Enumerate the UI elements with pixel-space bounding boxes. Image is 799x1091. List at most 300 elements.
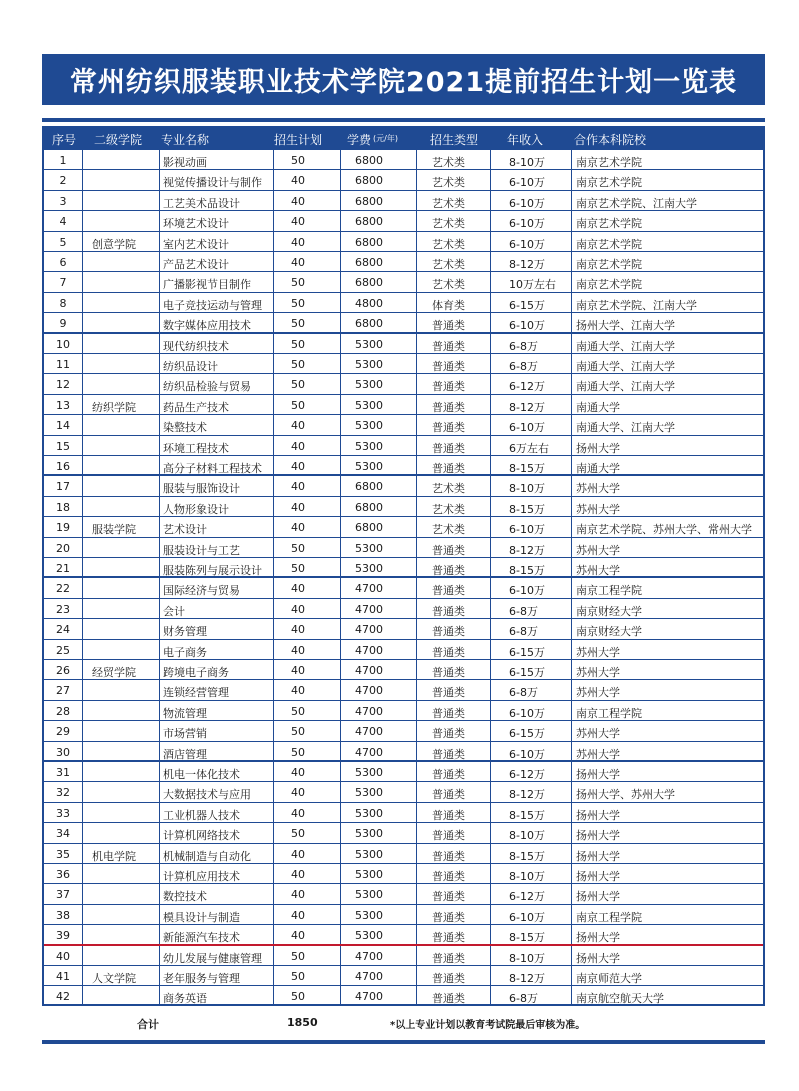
partner-university: 扬州大学 <box>576 931 620 945</box>
partner-university: 苏州大学 <box>576 645 620 659</box>
enrollment-type: 艺术类 <box>432 502 465 516</box>
row-index: 39 <box>56 929 70 943</box>
row-index: 31 <box>56 766 70 779</box>
major-name: 会计 <box>163 604 185 618</box>
partner-university: 南京艺术学院 <box>576 156 642 169</box>
enrollment-type: 艺术类 <box>432 176 465 190</box>
partner-university: 扬州大学、苏州大学 <box>576 788 675 802</box>
major-name: 服装陈列与展示设计 <box>163 564 262 577</box>
major-name: 环境艺术设计 <box>163 217 229 231</box>
partner-university: 苏州大学 <box>576 686 620 700</box>
tuition-fee: 5300 <box>355 419 383 433</box>
plan-count: 50 <box>291 378 305 392</box>
major-name: 现代纺织技术 <box>163 339 229 353</box>
table-row <box>44 272 763 292</box>
row-index: 26 <box>56 664 70 677</box>
annual-income: 8-12万 <box>509 543 545 557</box>
plan-count: 50 <box>291 358 305 371</box>
enrollment-type: 艺术类 <box>432 523 465 537</box>
partner-university: 南通大学、江南大学 <box>576 360 675 373</box>
annual-income: 6-10万 <box>509 176 545 190</box>
table-row <box>44 517 763 537</box>
row-index: 16 <box>56 460 70 473</box>
major-name: 酒店管理 <box>163 747 207 761</box>
partner-university: 南京财经大学 <box>576 604 642 618</box>
bottom-divider <box>42 1040 765 1044</box>
enrollment-type: 艺术类 <box>432 217 465 231</box>
partner-university: 南京财经大学 <box>576 625 642 639</box>
row-index: 19 <box>56 521 70 535</box>
row-index: 35 <box>56 847 70 861</box>
table-row <box>44 884 763 904</box>
row-index: 4 <box>59 215 67 229</box>
plan-count: 50 <box>291 276 305 290</box>
table-row <box>44 313 763 333</box>
annual-income: 6-10万 <box>509 747 545 761</box>
major-name: 跨境电子商务 <box>163 666 229 679</box>
tuition-fee: 4700 <box>355 704 383 718</box>
table-row <box>44 476 763 496</box>
plan-count: 40 <box>291 806 305 820</box>
major-name: 环境工程技术 <box>163 441 229 455</box>
major-name: 市场营销 <box>163 727 207 741</box>
partner-university: 南通大学、江南大学 <box>576 339 675 353</box>
row-index: 36 <box>56 868 70 881</box>
plan-count: 40 <box>291 235 305 249</box>
annual-income: 6-10万 <box>509 319 545 333</box>
annual-income: 6-10万 <box>509 706 545 720</box>
plan-count: 50 <box>291 398 305 412</box>
header-plan: 招生计划 <box>274 133 323 147</box>
row-index: 37 <box>56 888 70 902</box>
plan-count: 40 <box>291 439 305 453</box>
plan-count: 40 <box>291 684 305 698</box>
major-name: 艺术设计 <box>163 523 207 537</box>
plan-count: 50 <box>291 827 305 841</box>
college-label: 机电学院 <box>92 849 136 863</box>
enrollment-type: 普通类 <box>432 829 465 843</box>
enrollment-type: 普通类 <box>432 808 465 822</box>
table-row <box>44 415 763 435</box>
tuition-fee: 4700 <box>355 623 383 637</box>
plan-count: 50 <box>291 296 305 310</box>
plan-count: 50 <box>291 541 305 555</box>
plan-count: 40 <box>291 766 305 779</box>
table-row <box>44 354 763 374</box>
enrollment-type: 普通类 <box>432 910 465 924</box>
table-row <box>44 619 763 639</box>
major-name: 物流管理 <box>163 706 207 720</box>
annual-income: 6-8万 <box>509 992 538 1006</box>
table-row <box>44 844 763 864</box>
tuition-fee: 6800 <box>355 174 383 188</box>
row-index: 30 <box>56 745 70 759</box>
enrollment-type: 普通类 <box>432 931 465 945</box>
enrollment-type: 体育类 <box>432 298 465 312</box>
table-row <box>44 721 763 741</box>
table-row <box>44 211 763 231</box>
tuition-fee: 5300 <box>355 398 383 412</box>
college-label: 经贸学院 <box>92 666 136 679</box>
tuition-fee: 5300 <box>355 827 383 841</box>
total-row <box>42 1014 765 1034</box>
annual-income: 8-10万 <box>509 829 545 843</box>
table-row <box>44 680 763 700</box>
table-row <box>44 436 763 456</box>
partner-university: 扬州大学、江南大学 <box>576 319 675 333</box>
top-divider <box>42 118 765 122</box>
partner-university: 扬州大学 <box>576 829 620 843</box>
partner-university: 苏州大学 <box>576 747 620 761</box>
header-fee-label: 学费 <box>347 133 372 147</box>
tuition-fee: 6800 <box>355 276 383 290</box>
plan-count: 50 <box>291 990 305 1004</box>
plan-count: 50 <box>291 562 305 575</box>
header-fee <box>347 131 398 148</box>
enrollment-type: 普通类 <box>432 421 465 435</box>
enrollment-type: 普通类 <box>432 727 465 741</box>
partner-university: 南京艺术学院 <box>576 258 642 271</box>
table-row <box>44 558 763 578</box>
table-row <box>44 599 763 619</box>
header-partner: 合作本科院校 <box>574 133 647 147</box>
tuition-fee: 5300 <box>355 929 383 943</box>
row-index: 21 <box>56 562 70 575</box>
plan-count: 50 <box>291 154 305 167</box>
annual-income: 6-12万 <box>509 768 545 781</box>
plan-count: 40 <box>291 419 305 433</box>
major-name: 纺织品检验与贸易 <box>163 380 251 394</box>
major-name: 计算机网络技术 <box>163 829 240 843</box>
enrollment-type: 普通类 <box>432 380 465 394</box>
tuition-fee: 5300 <box>355 378 383 392</box>
annual-income: 6-12万 <box>509 890 545 904</box>
plan-count: 40 <box>291 582 305 596</box>
tuition-fee: 5300 <box>355 541 383 555</box>
plan-count: 40 <box>291 623 305 637</box>
tuition-fee: 6800 <box>355 500 383 514</box>
row-index: 28 <box>56 704 70 718</box>
enrollment-type: 普通类 <box>432 339 465 353</box>
tuition-fee: 6800 <box>355 256 383 269</box>
tuition-fee: 5300 <box>355 358 383 371</box>
major-name: 产品艺术设计 <box>163 258 229 271</box>
major-name: 模具设计与制造 <box>163 910 240 924</box>
row-index: 3 <box>59 194 67 208</box>
partner-university: 南通大学、江南大学 <box>576 380 675 394</box>
annual-income: 8-12万 <box>509 258 545 271</box>
plan-count: 40 <box>291 256 305 269</box>
tuition-fee: 5300 <box>355 806 383 820</box>
row-index: 13 <box>56 398 70 412</box>
major-name: 机电一体化技术 <box>163 768 240 781</box>
major-name: 电子竞技运动与管理 <box>163 298 262 312</box>
tuition-fee: 4700 <box>355 745 383 759</box>
row-index: 24 <box>56 623 70 637</box>
enrollment-type: 艺术类 <box>432 258 465 271</box>
annual-income: 8-15万 <box>509 462 545 475</box>
major-name: 药品生产技术 <box>163 400 229 414</box>
partner-university: 扬州大学 <box>576 768 620 781</box>
enrollment-type: 艺术类 <box>432 482 465 496</box>
table-row <box>44 334 763 354</box>
annual-income: 6-10万 <box>509 421 545 435</box>
annual-income: 8-10万 <box>509 870 545 883</box>
tuition-fee: 5300 <box>355 868 383 881</box>
partner-university: 南京师范大学 <box>576 972 642 985</box>
tuition-fee: 4700 <box>355 664 383 677</box>
annual-income: 6-10万 <box>509 217 545 231</box>
major-name: 财务管理 <box>163 625 207 639</box>
partner-university: 南京航空航天大学 <box>576 992 664 1006</box>
plan-count: 40 <box>291 888 305 902</box>
tuition-fee: 4700 <box>355 725 383 739</box>
header-index: 序号 <box>52 133 77 147</box>
row-index: 20 <box>56 541 70 555</box>
annual-income: 6-8万 <box>509 604 538 618</box>
enrollment-type: 普通类 <box>432 849 465 863</box>
total-label: 合计 <box>137 1018 159 1031</box>
enrollment-type: 普通类 <box>432 870 465 883</box>
partner-university: 苏州大学 <box>576 482 620 496</box>
annual-income: 6-10万 <box>509 523 545 537</box>
enrollment-type: 普通类 <box>432 625 465 639</box>
tuition-fee: 5300 <box>355 460 383 473</box>
partner-university: 南通大学、江南大学 <box>576 421 675 435</box>
annual-income: 8-15万 <box>509 502 545 516</box>
annual-income: 6-12万 <box>509 380 545 394</box>
college-label: 服装学院 <box>92 523 136 537</box>
row-index: 38 <box>56 908 70 922</box>
tuition-fee: 5300 <box>355 786 383 800</box>
annual-income: 6-15万 <box>509 666 545 679</box>
enrollment-type: 普通类 <box>432 604 465 618</box>
header-income: 年收入 <box>507 133 544 147</box>
tuition-fee: 4700 <box>355 684 383 698</box>
tuition-fee: 4700 <box>355 602 383 616</box>
major-name: 国际经济与贸易 <box>163 584 240 598</box>
major-name: 电子商务 <box>163 645 207 659</box>
annual-income: 8-10万 <box>509 156 545 169</box>
partner-university: 南京艺术学院、苏州大学、常州大学 <box>576 523 752 537</box>
plan-count: 40 <box>291 786 305 800</box>
row-index: 32 <box>56 786 70 800</box>
partner-university: 苏州大学 <box>576 543 620 557</box>
tuition-fee: 4700 <box>355 949 383 963</box>
tuition-fee: 6800 <box>355 235 383 249</box>
enrollment-type: 艺术类 <box>432 156 465 169</box>
annual-income: 6-8万 <box>509 360 538 373</box>
enrollment-type: 普通类 <box>432 543 465 557</box>
partner-university: 南京艺术学院、江南大学 <box>576 298 697 312</box>
partner-university: 苏州大学 <box>576 727 620 741</box>
row-index: 17 <box>56 480 70 494</box>
plan-count: 40 <box>291 868 305 881</box>
major-name: 室内艺术设计 <box>163 237 229 251</box>
row-index: 7 <box>59 276 67 290</box>
row-index: 23 <box>56 602 70 616</box>
table-row <box>44 293 763 313</box>
footnote: *以上专业计划以教育考试院最后审核为准。 <box>390 1020 586 1031</box>
table-row <box>44 803 763 823</box>
annual-income: 8-15万 <box>509 808 545 822</box>
header-fee-unit: (元/年) <box>373 134 398 143</box>
partner-university: 苏州大学 <box>576 666 620 679</box>
partner-university: 扬州大学 <box>576 890 620 904</box>
table-row <box>44 191 763 211</box>
row-index: 41 <box>56 970 70 983</box>
table-row <box>44 456 763 476</box>
table-row <box>44 232 763 252</box>
table-row <box>44 538 763 558</box>
table-row <box>44 395 763 415</box>
table-row <box>44 946 763 966</box>
partner-university: 南京艺术学院 <box>576 237 642 251</box>
major-name: 纺织品设计 <box>163 360 218 373</box>
plan-count: 50 <box>291 970 305 983</box>
annual-income: 8-15万 <box>509 564 545 577</box>
annual-income: 8-12万 <box>509 400 545 414</box>
annual-income: 8-12万 <box>509 788 545 802</box>
enrollment-type: 普通类 <box>432 584 465 598</box>
annual-income: 6万左右 <box>509 441 549 455</box>
plan-count: 40 <box>291 194 305 208</box>
table-row <box>44 660 763 680</box>
row-index: 33 <box>56 806 70 820</box>
partner-university: 苏州大学 <box>576 564 620 577</box>
annual-income: 6-8万 <box>509 686 538 700</box>
plan-count: 50 <box>291 745 305 759</box>
annual-income: 6-10万 <box>509 196 545 210</box>
plan-count: 40 <box>291 929 305 943</box>
tuition-fee: 4700 <box>355 643 383 657</box>
college-label: 纺织学院 <box>92 400 136 414</box>
row-index: 12 <box>56 378 70 392</box>
tuition-fee: 4800 <box>355 296 383 310</box>
tuition-fee: 4700 <box>355 582 383 596</box>
table-row <box>44 762 763 782</box>
plan-count: 40 <box>291 847 305 861</box>
table-row <box>44 374 763 394</box>
table-row <box>44 640 763 660</box>
tuition-fee: 5300 <box>355 337 383 351</box>
enrollment-type: 普通类 <box>432 951 465 965</box>
row-index: 10 <box>56 337 70 351</box>
row-index: 22 <box>56 582 70 596</box>
enrollment-type: 普通类 <box>432 972 465 985</box>
table-row <box>44 864 763 884</box>
plan-count: 40 <box>291 460 305 473</box>
partner-university: 南京艺术学院 <box>576 176 642 190</box>
major-name: 新能源汽车技术 <box>163 931 240 945</box>
major-name: 数控技术 <box>163 890 207 904</box>
plan-count: 50 <box>291 725 305 739</box>
tuition-fee: 5300 <box>355 439 383 453</box>
enrollment-type: 艺术类 <box>432 196 465 210</box>
tuition-fee: 5300 <box>355 847 383 861</box>
enrollment-type: 普通类 <box>432 400 465 414</box>
partner-university: 南通大学 <box>576 462 620 475</box>
header-major: 专业名称 <box>161 133 210 147</box>
enrollment-type: 普通类 <box>432 890 465 904</box>
tuition-fee: 4700 <box>355 970 383 983</box>
tuition-fee: 6800 <box>355 521 383 535</box>
plan-count: 40 <box>291 643 305 657</box>
annual-income: 6-8万 <box>509 625 538 639</box>
row-index: 9 <box>59 317 67 331</box>
major-name: 服装设计与工艺 <box>163 543 240 557</box>
plan-count: 40 <box>291 908 305 922</box>
annual-income: 6-10万 <box>509 584 545 598</box>
college-label: 创意学院 <box>92 237 136 251</box>
major-name: 人物形象设计 <box>163 502 229 516</box>
enrollment-type: 普通类 <box>432 666 465 679</box>
partner-university: 扬州大学 <box>576 870 620 883</box>
row-index: 25 <box>56 643 70 657</box>
partner-university: 南京工程学院 <box>576 584 642 598</box>
enrollment-type: 普通类 <box>432 992 465 1006</box>
enrollment-type: 普通类 <box>432 645 465 659</box>
enrollment-type: 普通类 <box>432 441 465 455</box>
row-index: 11 <box>56 358 70 371</box>
annual-income: 6-10万 <box>509 910 545 924</box>
major-name: 高分子材料工程技术 <box>163 462 262 475</box>
partner-university: 扬州大学 <box>576 849 620 863</box>
annual-income: 8-15万 <box>509 849 545 863</box>
annual-income: 6-10万 <box>509 237 545 251</box>
enrollment-type: 普通类 <box>432 564 465 577</box>
partner-university: 苏州大学 <box>576 502 620 516</box>
row-index: 42 <box>56 990 70 1004</box>
major-name: 染整技术 <box>163 421 207 435</box>
page-title: 常州纺织服装职业技术学院2021提前招生计划一览表 <box>42 54 765 105</box>
total-value: 1850 <box>287 1016 318 1029</box>
major-name: 视觉传播设计与制作 <box>163 176 262 190</box>
enrollment-type: 普通类 <box>432 747 465 761</box>
annual-income: 6-8万 <box>509 339 538 353</box>
row-index: 27 <box>56 684 70 698</box>
major-name: 老年服务与管理 <box>163 972 240 985</box>
annual-income: 10万左右 <box>509 278 556 292</box>
enrollment-type: 普通类 <box>432 768 465 781</box>
table-row <box>44 986 763 1006</box>
annual-income: 6-15万 <box>509 727 545 741</box>
row-index: 6 <box>59 256 67 269</box>
row-index: 29 <box>56 725 70 739</box>
tuition-fee: 5300 <box>355 888 383 902</box>
enrollment-type: 艺术类 <box>432 237 465 251</box>
annual-income: 8-10万 <box>509 951 545 965</box>
major-name: 商务英语 <box>163 992 207 1006</box>
major-name: 广播影视节目制作 <box>163 278 251 292</box>
major-name: 数字媒体应用技术 <box>163 319 251 333</box>
plan-count: 40 <box>291 602 305 616</box>
tuition-fee: 6800 <box>355 154 383 167</box>
plan-count: 50 <box>291 317 305 331</box>
major-name: 影视动画 <box>163 156 207 169</box>
table-header <box>42 126 765 150</box>
table-row <box>44 925 763 945</box>
major-name: 工业机器人技术 <box>163 808 240 822</box>
row-index: 34 <box>56 827 70 841</box>
annual-income: 6-15万 <box>509 645 545 659</box>
plan-count: 40 <box>291 500 305 514</box>
enrollment-type: 普通类 <box>432 462 465 475</box>
annual-income: 8-10万 <box>509 482 545 496</box>
annual-income: 6-15万 <box>509 298 545 312</box>
row-index: 40 <box>56 949 70 963</box>
table-row <box>44 578 763 598</box>
